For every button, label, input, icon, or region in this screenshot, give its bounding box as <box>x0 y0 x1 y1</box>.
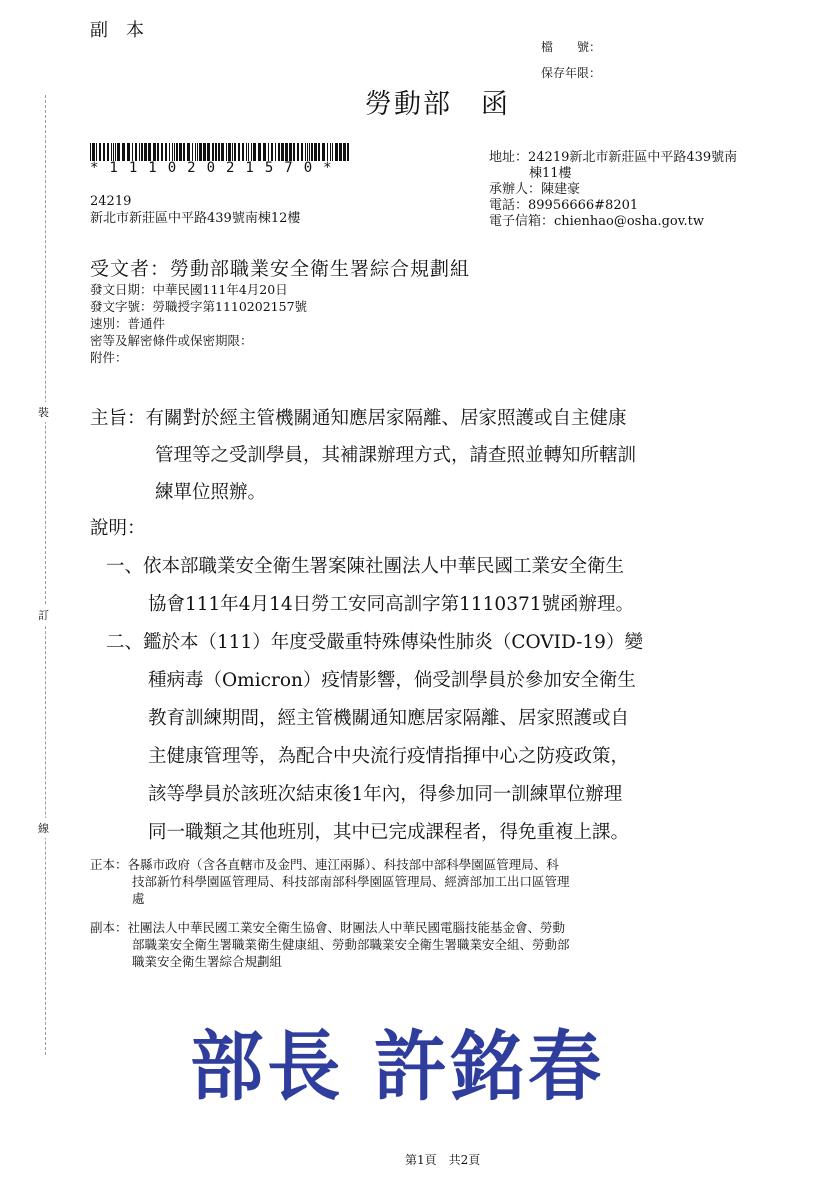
binding-mark: 裝 <box>38 402 49 422</box>
dist-line: 職業安全衛生署綜合規劃組 <box>132 954 283 969</box>
barcode-bar <box>275 143 276 161</box>
barcode-bar <box>127 143 130 161</box>
barcode-bar <box>135 143 137 161</box>
item-line: 該等學員於該班次結束後1年內，得參加同一訓練單位辦理 <box>148 784 623 805</box>
barcode-bar <box>90 143 91 161</box>
copy-recipients <box>90 919 570 970</box>
subject-line: 管理等之受訓學員，其補課辦理方式，請查照並轉知所轄訓 <box>155 445 637 466</box>
barcode-bar <box>332 143 333 161</box>
barcode-bar <box>103 143 105 161</box>
explanation-items <box>106 548 643 852</box>
barcode-bar <box>232 143 233 161</box>
barcode-bar <box>234 143 236 161</box>
barcode-bar <box>161 143 163 161</box>
minister-signature <box>190 1005 610 1115</box>
barcode-bar <box>132 143 133 161</box>
subject-line: 練單位照辦。 <box>155 482 267 503</box>
barcode-bar <box>271 143 273 161</box>
barcode-bar <box>107 143 109 161</box>
item-line: 一、依本部職業安全衛生署案陳社團法人中華民國工業安全衛生 <box>106 556 625 577</box>
barcode-bar <box>285 143 288 161</box>
explanation-heading: 說明： <box>90 518 146 539</box>
barcode-bar <box>215 143 217 161</box>
barcode-bar <box>330 143 331 161</box>
barcode-bar <box>144 143 147 161</box>
contact-phone: 電話：89956666#8201 <box>489 198 639 213</box>
barcode-bar <box>212 143 214 161</box>
barcode-bar <box>322 143 325 161</box>
contact-address-1: 地址：24219新北市新莊區中平路439號南 <box>489 150 738 165</box>
barcode-bar <box>111 143 112 161</box>
barcode-bar <box>148 143 151 161</box>
dist-line: 正本：各縣市政府（含各直轄市及金門、連江兩縣）、科技部中部科學園區管理局、科 <box>90 857 559 872</box>
barcode-bar <box>174 143 175 161</box>
dist-line: 處 <box>132 891 145 906</box>
contact-email: 電子信箱：chienhao@osha.gov.tw <box>489 214 705 229</box>
barcode-bar <box>207 143 210 161</box>
barcode-bar <box>251 143 252 161</box>
barcode-bar <box>221 143 224 161</box>
barcode-bar <box>179 143 182 161</box>
barcode-bar <box>238 143 240 161</box>
original-recipients <box>90 856 570 907</box>
item-line: 同一職類之其他班別，其中已完成課程者，得免重複上課。 <box>148 822 630 843</box>
barcode-bar <box>203 143 206 161</box>
explanation-item-1 <box>106 548 643 624</box>
barcode-bar <box>192 143 193 161</box>
barcode-bar <box>122 143 125 161</box>
barcode-bar <box>115 143 116 161</box>
binding-line <box>45 95 46 1055</box>
barcode-bar <box>165 143 167 161</box>
barcode-bar <box>139 143 140 161</box>
barcode-bar <box>169 143 170 161</box>
barcode <box>90 143 352 161</box>
page-title: 勞動部 函 <box>365 89 510 120</box>
secrecy-level: 密等及解密條件或保密期限： <box>90 333 253 348</box>
issue-date: 發文日期：中華民國111年4月20日 <box>90 282 288 297</box>
mailing-line: 新北市新莊區中平路439號南棟12樓 <box>90 211 301 226</box>
contact-block <box>489 150 737 230</box>
barcode-bar <box>347 143 349 161</box>
barcode-bar <box>218 143 220 161</box>
barcode-bar <box>226 143 227 161</box>
item-line: 主健康管理等，為配合中央流行疫情指揮中心之防疫政策， <box>148 746 630 767</box>
barcode-bar <box>311 143 313 161</box>
recipient: 受文者：勞動部職業安全衛生署綜合規劃組 <box>90 258 471 280</box>
barcode-bar <box>318 143 320 161</box>
barcode-bar <box>96 143 97 161</box>
barcode-bar <box>263 143 266 161</box>
barcode-bar <box>327 143 328 161</box>
explanation-item-2 <box>106 624 643 852</box>
attachments: 附件： <box>90 350 128 365</box>
barcode-bar <box>92 143 95 161</box>
barcode-bar <box>335 143 338 161</box>
subject-block <box>90 400 636 511</box>
retention-label: 保存年限： <box>541 66 602 80</box>
copy-mark: 副本 <box>90 20 162 41</box>
dist-line: 技部新竹科學園區管理局、科技部南部科學園區管理局、經濟部加工出口區管理 <box>132 874 570 889</box>
barcode-bar <box>99 143 101 161</box>
item-line: 種病毒（Omicron）疫情影響，倘受訓學員於參加安全衛生 <box>148 670 636 691</box>
barcode-bar <box>253 143 256 161</box>
speed-class: 速別：普通件 <box>90 316 166 331</box>
item-line: 教育訓練期間，經主管機關通知應居家隔離、居家照護或自 <box>148 708 630 729</box>
contact-handler: 承辦人：陳建豪 <box>489 182 581 197</box>
barcode-bar <box>305 143 306 161</box>
dist-line: 部職業安全衛生署職業衛生健康組、勞動部職業安全衛生署職業安全組、勞動部 <box>132 937 570 952</box>
barcode-number: *11102021570* <box>90 160 343 176</box>
binding-mark: 線 <box>38 818 49 838</box>
barcode-bar <box>113 143 114 161</box>
barcode-bar <box>187 143 190 161</box>
subject-line: 主旨：有關對於經主管機關通知應居家隔離、居家照護或自主健康 <box>90 408 627 429</box>
barcode-bar <box>157 143 159 161</box>
barcode-bar <box>172 143 173 161</box>
barcode-bar <box>268 143 269 161</box>
barcode-bar <box>301 143 303 161</box>
barcode-bar <box>195 143 196 161</box>
barcode-bar <box>242 143 244 161</box>
dist-line: 副本：社團法人中華民國工業安全衛生協會、財團法人中華民國電腦技能基金會、勞動 <box>90 920 566 935</box>
barcode-bar <box>153 143 156 161</box>
barcode-bar <box>281 143 284 161</box>
signature-text: 部長 許銘春 <box>190 1022 605 1111</box>
barcode-bar <box>228 143 231 161</box>
barcode-bar <box>197 143 198 161</box>
barcode-bar <box>117 143 120 161</box>
mailing-zip: 24219 <box>90 194 132 209</box>
barcode-bar <box>339 143 342 161</box>
binding-mark: 訂 <box>38 605 49 625</box>
barcode-bar <box>199 143 202 161</box>
contact-address-2: 棟11樓 <box>529 166 572 181</box>
document-number: 發文字號：勞職授字第1110202157號 <box>90 299 308 314</box>
barcode-bar <box>258 143 261 161</box>
archive-no-label: 檔 號： <box>541 40 602 54</box>
barcode-bar <box>307 143 308 161</box>
barcode-bar <box>176 143 178 161</box>
item-line: 協會111年4月14日勞工安同高訓字第1110371號函辦理。 <box>148 594 635 615</box>
barcode-bar <box>248 143 249 161</box>
barcode-bar <box>183 143 185 161</box>
barcode-bar <box>141 143 143 161</box>
barcode-bar <box>309 143 310 161</box>
barcode-bar <box>314 143 317 161</box>
barcode-bar <box>246 143 247 161</box>
barcode-bar <box>343 143 346 161</box>
mailing-address <box>90 193 300 227</box>
item-line: 二、鑑於本（111）年度受嚴重特殊傳染性肺炎（COVID-19）變 <box>106 632 643 653</box>
barcode-bar <box>289 143 292 161</box>
barcode-bar <box>278 143 280 161</box>
barcode-bar <box>293 143 295 161</box>
page-number: 第1頁 共2頁 <box>405 1153 481 1167</box>
barcode-bar <box>297 143 299 161</box>
document-meta <box>90 281 307 366</box>
